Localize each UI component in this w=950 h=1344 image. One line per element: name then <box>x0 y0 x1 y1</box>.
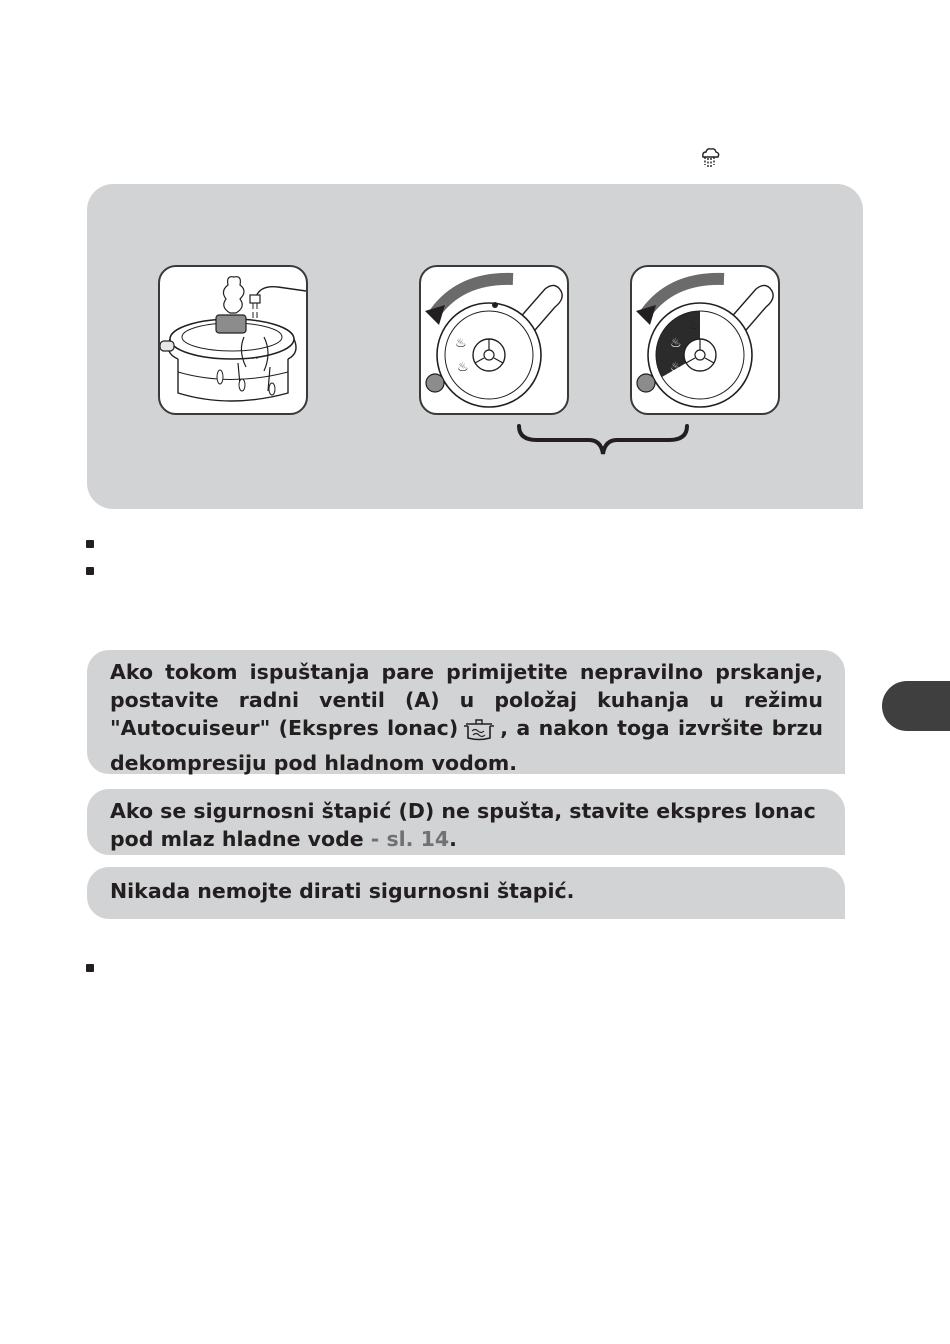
warning-2-end: . <box>449 827 457 851</box>
chapter-tab <box>882 681 950 731</box>
list-bullet <box>86 567 94 575</box>
cold-water-decompression-illustration <box>158 265 308 415</box>
warning-3-text: Nikada nemojte dirati sigurnosni štapić. <box>110 879 575 903</box>
figure-panel <box>87 184 863 509</box>
valve-turn-steam-position-illustration <box>630 265 780 415</box>
list-bullet <box>86 964 94 972</box>
warning-box-2 <box>87 789 845 855</box>
pressure-cooker-icon <box>462 716 496 749</box>
curly-brace-icon <box>515 424 691 460</box>
steam-release-icon <box>698 146 722 170</box>
warning-2-text: Ako se sigurnosni štapić (D) ne spušta, stavite ekspres lonac pod mlaz hladne vode <box>110 799 816 851</box>
warning-1-text: Ako tokom ispuštanja pare primijetite nepravilno prskanje, postavite radni ventil (A) u položaj kuhanja u režimu "Autocuiseur" (Ekspres lonac) <box>110 660 823 740</box>
figure-reference: - sl. 14 <box>363 827 450 851</box>
warning-box-1 <box>87 650 845 774</box>
svg-text:♨: ♨ <box>670 336 682 351</box>
warning-1-text-end: , a nakon toga izvršite brzu dekompresiju pod hladnom vodom. <box>110 716 824 775</box>
list-bullet <box>86 540 94 548</box>
svg-text:♨: ♨ <box>688 318 699 332</box>
svg-text:♨: ♨ <box>455 336 467 351</box>
svg-text:♨: ♨ <box>457 360 469 375</box>
svg-text:♨: ♨ <box>670 360 682 375</box>
warning-box-3 <box>87 867 845 919</box>
valve-turn-left-illustration <box>419 265 569 415</box>
